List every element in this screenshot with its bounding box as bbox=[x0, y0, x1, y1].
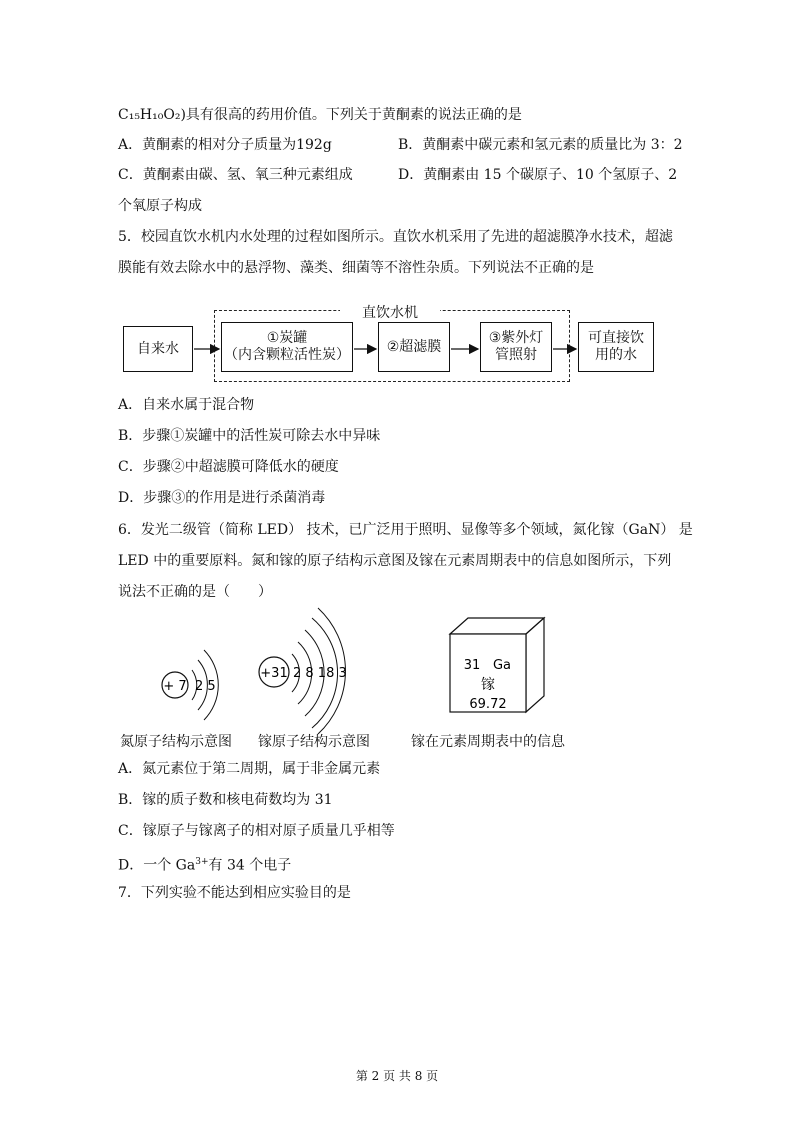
q7-stem: 7．下列实验不能达到相应实验目的是 bbox=[118, 885, 351, 901]
cell-side-face bbox=[526, 618, 544, 712]
element-cell-caption: 镓在元素周期表中的信息 bbox=[411, 734, 565, 750]
q6-option-a: A．氮元素位于第二周期，属于非金属元素 bbox=[118, 761, 381, 777]
q6-stem-line3: 说法不正确的是（ ） bbox=[118, 584, 272, 600]
q5-stem-line1: 5．校园直饮水机内水处理的过程如图所示。直饮水机采用了先进的超滤膜净水技术，超滤 bbox=[118, 229, 673, 245]
q6-option-d-post: 有 34 个电子 bbox=[208, 857, 292, 874]
q5-option-d: D．步骤③的作用是进行杀菌消毒 bbox=[118, 490, 326, 506]
gallium-shell-electrons: 2 8 18 3 bbox=[293, 666, 347, 681]
q6-option-b: B．镓的质子数和核电荷数均为 31 bbox=[118, 792, 333, 808]
gallium-element-cell bbox=[450, 618, 544, 712]
q5-option-c: C．步骤②中超滤膜可降低水的硬度 bbox=[118, 459, 339, 475]
q4-option-a: A．黄酮素的相对分子质量为192g bbox=[118, 137, 332, 153]
uv-lamp-box: ③紫外灯 管照射 bbox=[480, 322, 552, 372]
atom-structure-figures bbox=[0, 600, 794, 750]
ultrafilter-box: ②超滤膜 bbox=[378, 322, 450, 372]
nitrogen-atom-diagram bbox=[162, 650, 218, 720]
q5-option-a: A．自来水属于混合物 bbox=[118, 397, 255, 413]
q6-option-d bbox=[118, 853, 291, 875]
q4-option-d-cont: 个氧原子构成 bbox=[118, 198, 202, 214]
q5-stem-line2: 膜能有效去除水中的悬浮物、藻类、细菌等不溶性杂质。下列说法不正确的是 bbox=[118, 260, 594, 276]
gallium-atom-diagram bbox=[259, 608, 347, 734]
cell-atomic-number: 31 bbox=[463, 658, 481, 673]
dispenser-group-label: 直饮水机 bbox=[340, 302, 440, 322]
drinkable-water-box: 可直接饮 用的水 bbox=[578, 322, 654, 372]
q4-stem-text: )具有很高的药用价值。下列关于黄酮素的说法正确的是 bbox=[180, 107, 522, 123]
flow-arrows bbox=[0, 0, 794, 400]
nitrogen-caption: 氮原子结构示意图 bbox=[120, 734, 232, 750]
q6-option-d-pre: D．一个 Ga bbox=[118, 857, 196, 874]
gallium-caption: 镓原子结构示意图 bbox=[258, 734, 370, 750]
nitrogen-shell-electrons: 2 5 bbox=[195, 679, 216, 694]
gallium-nucleus-label: +31 bbox=[260, 666, 288, 681]
cell-element-name: 镓 bbox=[481, 677, 495, 693]
carbon-tank-box: ①炭罐 （内含颗粒活性炭） bbox=[221, 322, 353, 372]
q5-option-b: B．步骤①炭罐中的活性炭可除去水中异味 bbox=[118, 428, 381, 444]
q4-option-c: C．黄酮素由碳、氢、氧三种元素组成 bbox=[118, 167, 353, 183]
q4-option-d: D．黄酮素由 15 个碳原子、10 个氢原子、2 bbox=[398, 167, 678, 183]
q6-option-c: C．镓原子与镓离子的相对原子质量几乎相等 bbox=[118, 823, 395, 839]
tap-water-box: 自来水 bbox=[123, 326, 193, 372]
cell-symbol: Ga bbox=[492, 658, 512, 673]
q6-stem-line2: LED 中的重要原料。氮和镓的原子结构示意图及镓在元素周期表中的信息如图所示，下列 bbox=[118, 553, 672, 569]
q6-stem-line1: 6．发光二级管（简称 LED） 技术，已广泛用于照明、显像等多个领域，氮化镓（GaN） 是 bbox=[118, 522, 693, 538]
q6-option-d-charge: 3+ bbox=[195, 857, 209, 867]
cell-atomic-mass: 69.72 bbox=[469, 697, 507, 712]
page-footer: 第 2 页 共 8 页 bbox=[355, 1069, 439, 1083]
q4-option-b: B．黄酮素中碳元素和氢元素的质量比为 3：2 bbox=[398, 137, 683, 153]
nitrogen-nucleus-label: + 7 bbox=[163, 679, 187, 694]
q4-formula: C₁₅H₁₀O₂ bbox=[118, 107, 181, 123]
